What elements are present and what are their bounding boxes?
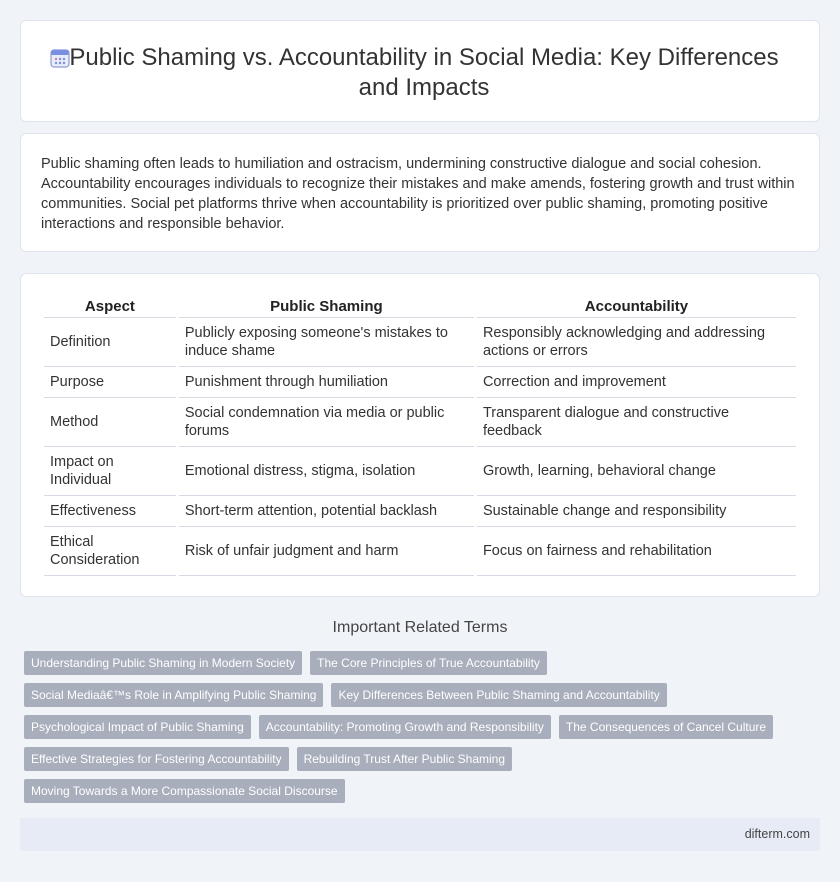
related-term-tag[interactable]: The Consequences of Cancel Culture (559, 715, 773, 739)
table-cell: Impact on Individual (44, 447, 176, 496)
comparison-table (41, 296, 799, 576)
table-cell: Focus on fairness and rehabilitation (477, 527, 796, 576)
related-term-tag[interactable]: Effective Strategies for Fostering Accountability (24, 747, 289, 771)
table-cell: Responsibly acknowledging and addressing actions or errors (477, 318, 796, 367)
page-title: Public Shaming vs. Accountability in Social Media: Key Differences and Impacts (69, 44, 779, 101)
related-terms-title: Important Related Terms (332, 619, 508, 636)
comparison-card (20, 273, 820, 597)
header-aspect: Aspect (44, 296, 176, 318)
table-cell: Risk of unfair judgment and harm (179, 527, 474, 576)
table-row (44, 447, 796, 496)
table-row (44, 527, 796, 576)
table-row (44, 318, 796, 367)
table-cell: Definition (44, 318, 176, 367)
footer-site-link[interactable]: difterm.com (744, 827, 810, 841)
related-term-tag[interactable]: The Core Principles of True Accountability (310, 651, 547, 675)
table-cell: Sustainable change and responsibility (477, 496, 796, 527)
table-cell: Transparent dialogue and constructive feedback (477, 398, 796, 447)
related-term-tag[interactable]: Moving Towards a More Compassionate Social Discourse (24, 779, 345, 803)
table-cell: Punishment through humiliation (179, 367, 474, 398)
related-term-tag[interactable]: Key Differences Between Public Shaming and Accountability (331, 683, 666, 707)
table-cell: Growth, learning, behavioral change (477, 447, 796, 496)
table-row (44, 367, 796, 398)
related-term-tag[interactable]: Rebuilding Trust After Public Shaming (297, 747, 512, 771)
table-row (44, 398, 796, 447)
related-term-tag[interactable]: Understanding Public Shaming in Modern Society (24, 651, 302, 675)
header-card (20, 20, 820, 122)
intro-card (20, 133, 820, 252)
table-cell: Emotional distress, stigma, isolation (179, 447, 474, 496)
table-cell: Correction and improvement (477, 367, 796, 398)
footer (20, 818, 820, 851)
table-cell: Effectiveness (44, 496, 176, 527)
related-term-tag[interactable]: Psychological Impact of Public Shaming (24, 715, 251, 739)
table-cell: Ethical Consideration (44, 527, 176, 576)
header-accountability: Accountability (477, 296, 796, 318)
intro-paragraph: Public shaming often leads to humiliation and ostracism, undermining constructive dialogue and social cohesion. Accountability encourages individuals to recognize their mistakes and make amends, fostering growth and trust within communities. Social pet platforms thrive when accountability is prioritized over public shaming, promoting positive interactions and responsible behavior. (41, 156, 795, 232)
table-cell: Method (44, 398, 176, 447)
header-public-shaming: Public Shaming (179, 296, 474, 318)
related-terms-list (24, 651, 804, 811)
table-cell: Social condemnation via media or public forums (179, 398, 474, 447)
table-cell: Publicly exposing someone's mistakes to induce shame (179, 318, 474, 367)
table-cell: Purpose (44, 367, 176, 398)
table-row (44, 496, 796, 527)
related-term-tag[interactable]: Social Mediaâ€™s Role in Amplifying Public Shaming (24, 683, 323, 707)
related-term-tag[interactable]: Accountability: Promoting Growth and Responsibility (259, 715, 551, 739)
table-cell: Short-term attention, potential backlash (179, 496, 474, 527)
